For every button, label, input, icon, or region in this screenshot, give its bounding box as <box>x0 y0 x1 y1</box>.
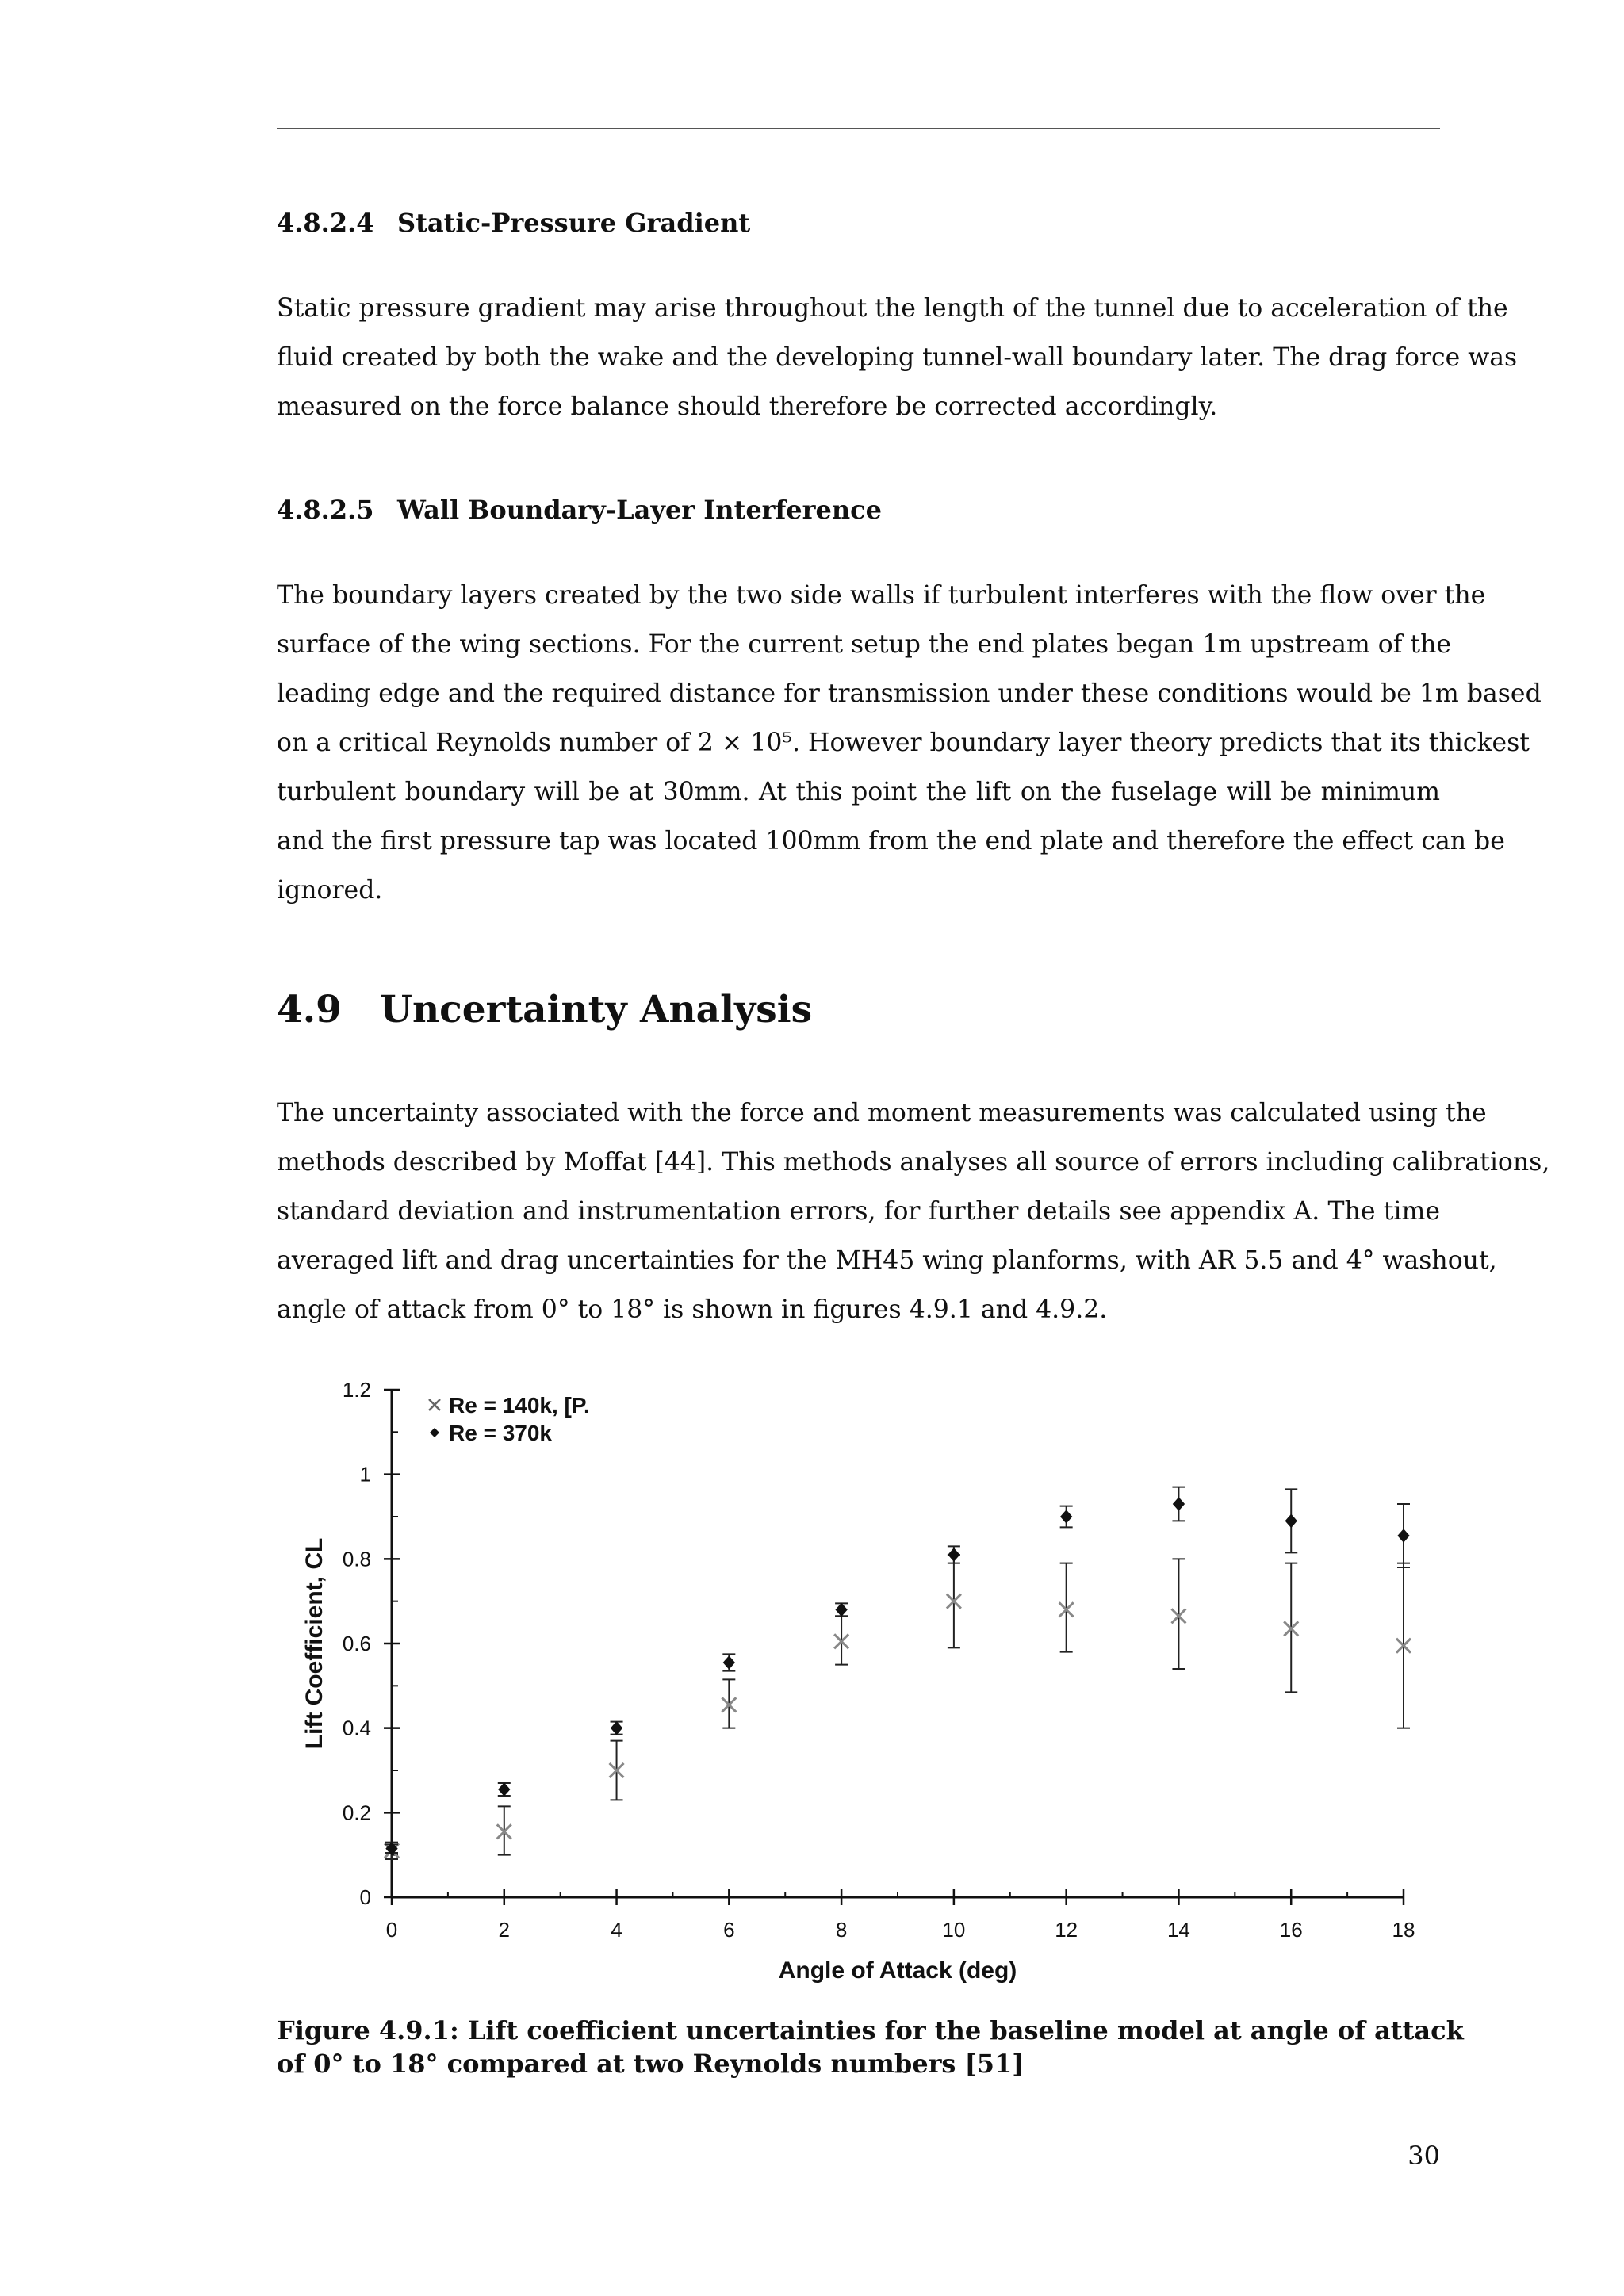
x-tick-label: 0 <box>385 1918 398 1942</box>
legend-label: Re = 370k <box>449 1421 552 1445</box>
x-tick-label: 12 <box>1055 1918 1078 1942</box>
y-axis-title: Lift Coefficient, CL <box>301 1537 327 1750</box>
x-axis-title: Angle of Attack (deg) <box>778 1957 1017 1984</box>
data-point-re140k <box>1059 1602 1074 1617</box>
figure-caption <box>277 2014 1464 2080</box>
subsection-title: Static-Pressure Gradient <box>397 208 751 238</box>
y-tick-label: 0.2 <box>342 1800 371 1825</box>
paragraph-line: turbulent boundary will be at 30mm. At this point the lift on the fuselage will be minimum <box>277 778 1440 806</box>
y-tick-label: 1 <box>359 1462 371 1487</box>
x-tick-label: 16 <box>1279 1918 1303 1942</box>
section-title: Uncertainty Analysis <box>380 988 813 1031</box>
data-point-re140k <box>610 1763 624 1777</box>
paragraph-line: and the first pressure tap was located 100mm from the end plate and therefore the effect can be <box>277 827 1505 855</box>
data-point-re370k <box>948 1548 959 1561</box>
data-point-re370k <box>1173 1498 1184 1510</box>
data-point-re370k <box>499 1783 510 1796</box>
data-point-re140k <box>497 1824 511 1839</box>
x-tick-label: 18 <box>1392 1918 1415 1942</box>
paragraph-line: The uncertainty associated with the force and moment measurements was calculated using the <box>277 1099 1487 1127</box>
page-number: 30 <box>1408 2141 1440 2171</box>
data-point-re140k <box>385 1843 399 1858</box>
data-point-re140k <box>1171 1609 1185 1623</box>
subsection-number: 4.8.2.5 <box>277 495 374 525</box>
data-point-re370k <box>1398 1529 1409 1542</box>
subsection-title: Wall Boundary-Layer Interference <box>397 495 882 525</box>
paragraph-line: fluid created by both the wake and the developing tunnel-wall boundary later. The drag force was <box>277 343 1518 372</box>
legend-label: Re = 140k, [P. <box>449 1393 590 1418</box>
data-point-re370k <box>1061 1510 1072 1523</box>
x-tick-label: 8 <box>835 1918 848 1942</box>
x-tick-label: 10 <box>942 1918 966 1942</box>
x-tick-label: 14 <box>1166 1918 1190 1942</box>
paragraph-line: measured on the force balance should therefore be corrected accordingly. <box>277 392 1218 421</box>
y-tick-label: 0.8 <box>342 1547 371 1571</box>
data-point-re370k <box>836 1603 847 1616</box>
paragraph-line: surface of the wing sections. For the current setup the end plates began 1m upstream of the <box>277 630 1451 659</box>
subsection-heading-4-8-2-5 <box>277 495 882 525</box>
paragraph-uncertainty <box>277 1089 1550 1334</box>
y-tick-label: 1.2 <box>342 1378 371 1402</box>
x-tick-label: 2 <box>498 1918 511 1942</box>
data-point-re370k <box>1285 1514 1297 1527</box>
paragraph-static-pressure <box>277 284 1518 431</box>
paragraph-line: ignored. <box>277 876 383 905</box>
data-point-re140k <box>1396 1639 1411 1653</box>
data-point-re140k <box>722 1697 736 1712</box>
legend-marker-diamond <box>430 1428 439 1437</box>
paragraph-line: on a critical Reynolds number of 2 × 10⁵. However boundary layer theory predicts that its thickest <box>277 729 1530 757</box>
data-point-re370k <box>386 1843 397 1855</box>
caption-line: Figure 4.9.1: Lift coefficient uncertainties for the baseline model at angle of attack <box>277 2015 1464 2045</box>
x-tick-label: 6 <box>723 1918 735 1942</box>
y-tick-label: 0.6 <box>342 1632 371 1655</box>
caption-line: of 0° to 18° compared at two Reynolds numbers [51] <box>277 2049 1025 2079</box>
paragraph-wall-boundary <box>277 571 1542 915</box>
subsection-number: 4.8.2.4 <box>277 208 374 238</box>
paragraph-line: averaged lift and drag uncertainties for the MH45 wing planforms, with AR 5.5 and 4° washout, <box>277 1246 1497 1275</box>
paragraph-line: angle of attack from 0° to 18° is shown in figures 4.9.1 and 4.9.2. <box>277 1295 1108 1324</box>
section-heading-4-9 <box>277 988 812 1031</box>
subsection-heading-4-8-2-4 <box>277 208 750 238</box>
section-number: 4.9 <box>277 988 342 1031</box>
paragraph-line: methods described by Moffat [44]. This methods analyses all source of errors including calibrations, <box>277 1148 1550 1177</box>
paragraph-line: The boundary layers created by the two side walls if turbulent interferes with the flow over the <box>277 581 1486 610</box>
legend-marker-x <box>429 1399 440 1410</box>
data-point-re140k <box>834 1634 848 1648</box>
paragraph-line: Static pressure gradient may arise throughout the length of the tunnel due to acceleration of the <box>277 294 1508 323</box>
paragraph-line: standard deviation and instrumentation errors, for further details see appendix A. The time <box>277 1197 1440 1226</box>
y-tick-label: 0.4 <box>342 1716 371 1740</box>
header-rule <box>277 128 1440 129</box>
data-point-re140k <box>1284 1621 1298 1636</box>
data-point-re370k <box>611 1722 622 1735</box>
data-point-re370k <box>723 1656 734 1669</box>
paragraph-line: leading edge and the required distance for transmission under these conditions would be 1m based <box>277 679 1542 708</box>
y-tick-label: 0 <box>359 1885 371 1909</box>
data-point-re140k <box>947 1594 961 1609</box>
x-tick-label: 4 <box>611 1918 622 1942</box>
